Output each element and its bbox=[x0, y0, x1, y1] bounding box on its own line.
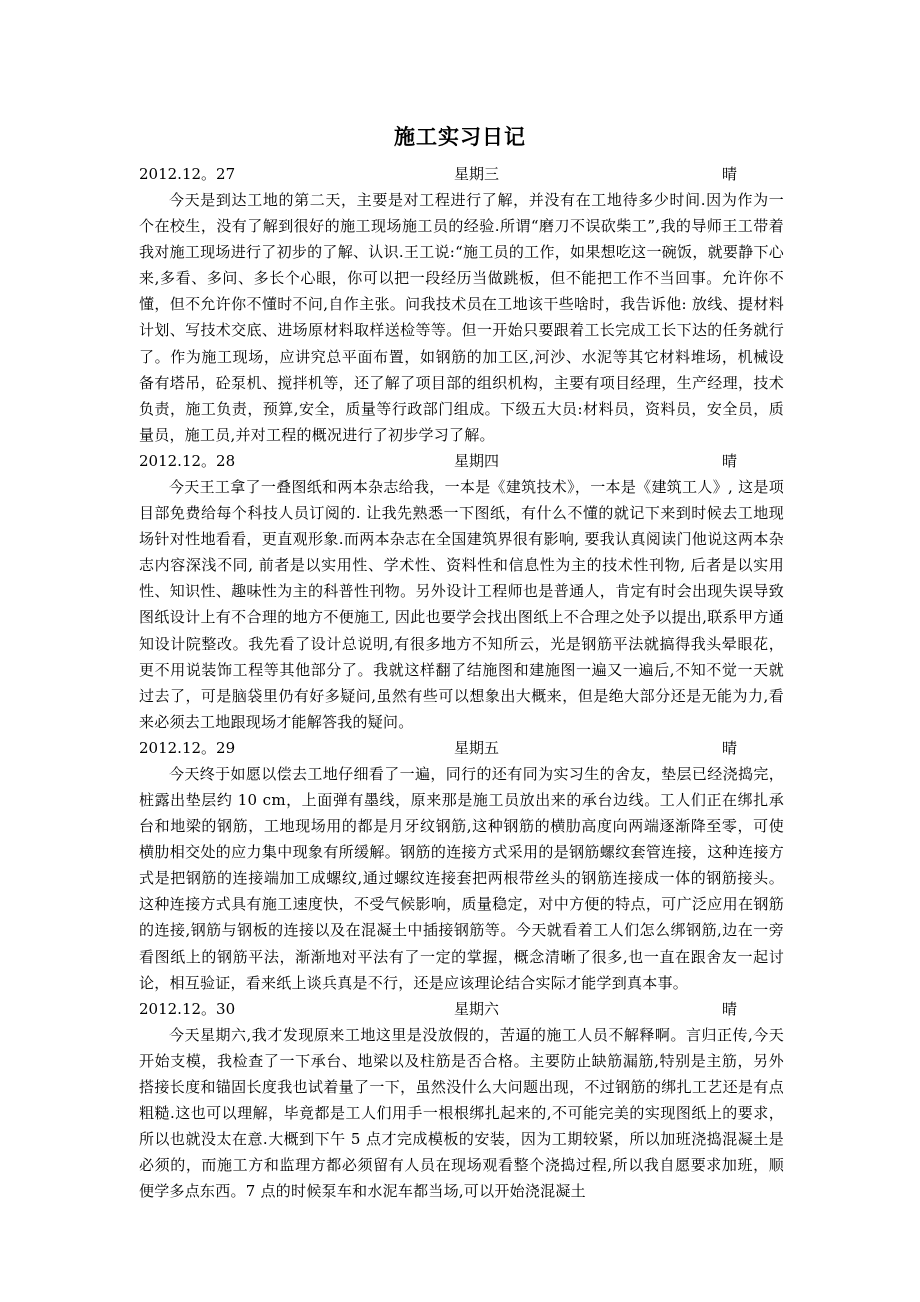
entry-weather: 晴 bbox=[722, 165, 738, 183]
entry-date: 2012.12。28 bbox=[139, 451, 236, 470]
entry-date: 2012.12。27 bbox=[139, 165, 236, 183]
entry-body: 今天王工拿了一叠图纸和两本杂志给我，一本是《建筑技术》，一本是《建筑工人》, 这是项目部免费给每个科技人员订阅的. 让我先熟悉一下图纸，有什么不懂的就记下来到时候去工地现场针对性地看看，更直观形象.而两本杂志在全国建筑界很有影响, 要我认真阅读门他说这两本杂志内容深浅不同, 前者是以实用性、学术性、资料性和信息性为主的技术性刊物, 后者是以实用性、知识性、趣味性为主的科普性刊物。另外设计工程师也是普通人，肯定有时会出现失误导致图纸设计上有不合理的地方不便施工, 因此也要学会找出图纸上不合理之处予以提出,联系甲方通知设计院整改。我先看了设计总说明,有很多地方不知所云，光是钢筋平法就搞得我头晕眼花，更不用说装饰工程等其他部分了。我就这样翻了结施图和建施图一遍又一遍后,不知不觉一天就过去了，可是脑袋里仍有好多疑问,虽然有些可以想象出大概来，但是绝大部分还是无能为力,看来必须去工地跟现场才能解答我的疑问。 bbox=[139, 477, 784, 731]
entry-body: 今天终于如愿以偿去工地仔细看了一遍，同行的还有同为实习生的舍友，垫层已经浇捣完，桩露出垫层约 10 cm，上面弹有墨线，原来那是施工员放出来的承台边线。工人们正在绑扎承台和地梁的钢筋，工地现场用的都是月牙纹钢筋,这种钢筋的横肋高度向两端逐渐降至零，可使横肋相交处的应力集中现象有所缓解。钢筋的连接方式采用的是钢筋螺纹套管连接，这种连接方式是把钢筋的连接端加工成螺纹,通过螺纹连接套把两根带丝头的钢筋连接成一体的钢筋接头。这种连接方式具有施工速度快，不受气候影响，质量稳定，对中方便的特点，可广泛应用在钢筋的连接,钢筋与钢板的连接以及在混凝土中插接钢筋等。今天就看着工人们怎么绑钢筋,边在一旁看图纸上的钢筋平法，渐渐地对平法有了一定的掌握，概念清晰了很多,也一直在跟舍友一起讨论，相互验证，看来纸上谈兵真是不行，还是应该理论结合实际才能学到真本事。 bbox=[139, 764, 784, 992]
entry-header bbox=[139, 735, 784, 761]
entry-weather: 晴 bbox=[722, 738, 738, 757]
entry-weekday: 星期六 bbox=[454, 999, 500, 1018]
diary-content bbox=[139, 161, 784, 1204]
entry-weather: 晴 bbox=[722, 999, 738, 1018]
entry-body: 今天是到达工地的第二天，主要是对工程进行了解，并没有在工地待多少时间.因为作为一个在校生，没有了解到很好的施工现场施工员的经验.所谓“磨刀不误砍柴工”,我的导师王工带着我对施工现场进行了初步的了解、认识.王工说:“施工员的工作，如果想吃这一碗饭，就要静下心来,多看、多问、多长个心眼，你可以把一段经历当做跳板，但不能把工作不当回事。允许你不懂，但不允许你不懂时不问,自作主张。问我技术员在工地该干些啥时，我告诉他: 放线、提材料计划、写技术交底、进场原材料取样送检等等。但一开始只要跟着工长完成工长下达的任务就行了。作为施工现场，应讲究总平面布置，如钢筋的加工区,河沙、水泥等其它材料堆场，机械设备有塔吊，砼泵机、搅拌机等，还了解了项目部的组织机构，主要有项目经理，生产经理，技术负责，施工负责，预算,安全，质量等行政部门组成。下级五大员:材料员，资料员，安全员，质量员，施工员,并对工程的概况进行了初步学习了解。 bbox=[139, 191, 784, 444]
diary-entry bbox=[139, 735, 784, 996]
entry-weekday: 星期三 bbox=[454, 165, 500, 183]
entry-weather: 晴 bbox=[722, 451, 738, 470]
entry-date: 2012.12。29 bbox=[139, 738, 236, 757]
diary-entry bbox=[139, 161, 784, 448]
document-title: 施工实习日记 bbox=[394, 124, 526, 149]
entry-date: 2012.12。30 bbox=[139, 999, 236, 1018]
entry-body: 今天星期六,我才发现原来工地这里是没放假的，苦逼的施工人员不解释啊。言归正传,今天开始支模，我检查了一下承台、地梁以及柱筋是否合格。主要防止缺筋漏筋,特别是主筋，另外搭接长度和锚固长度我也试着量了一下，虽然没什么大问题出现，不过钢筋的绑扎工艺还是有点粗糙.这也可以理解，毕竟都是工人们用手一根根绑扎起来的,不可能完美的实现图纸上的要求，所以也就没太在意.大概到下午 5 点才完成模板的安装，因为工期较紧，所以加班浇捣混凝土是必须的，而施工方和监理方都必须留有人员在现场观看整个浇捣过程,所以我自愿要求加班，顺便学多点东西。7 点的时候泵车和水泥车都当场,可以开始浇混凝土 bbox=[139, 1025, 784, 1201]
diary-entry bbox=[139, 448, 784, 735]
entry-weekday: 星期五 bbox=[454, 738, 500, 757]
entry-header bbox=[139, 448, 784, 474]
entry-weekday: 星期四 bbox=[454, 451, 500, 470]
entry-header bbox=[139, 996, 784, 1022]
entry-header bbox=[139, 161, 784, 187]
diary-entry bbox=[139, 996, 784, 1205]
